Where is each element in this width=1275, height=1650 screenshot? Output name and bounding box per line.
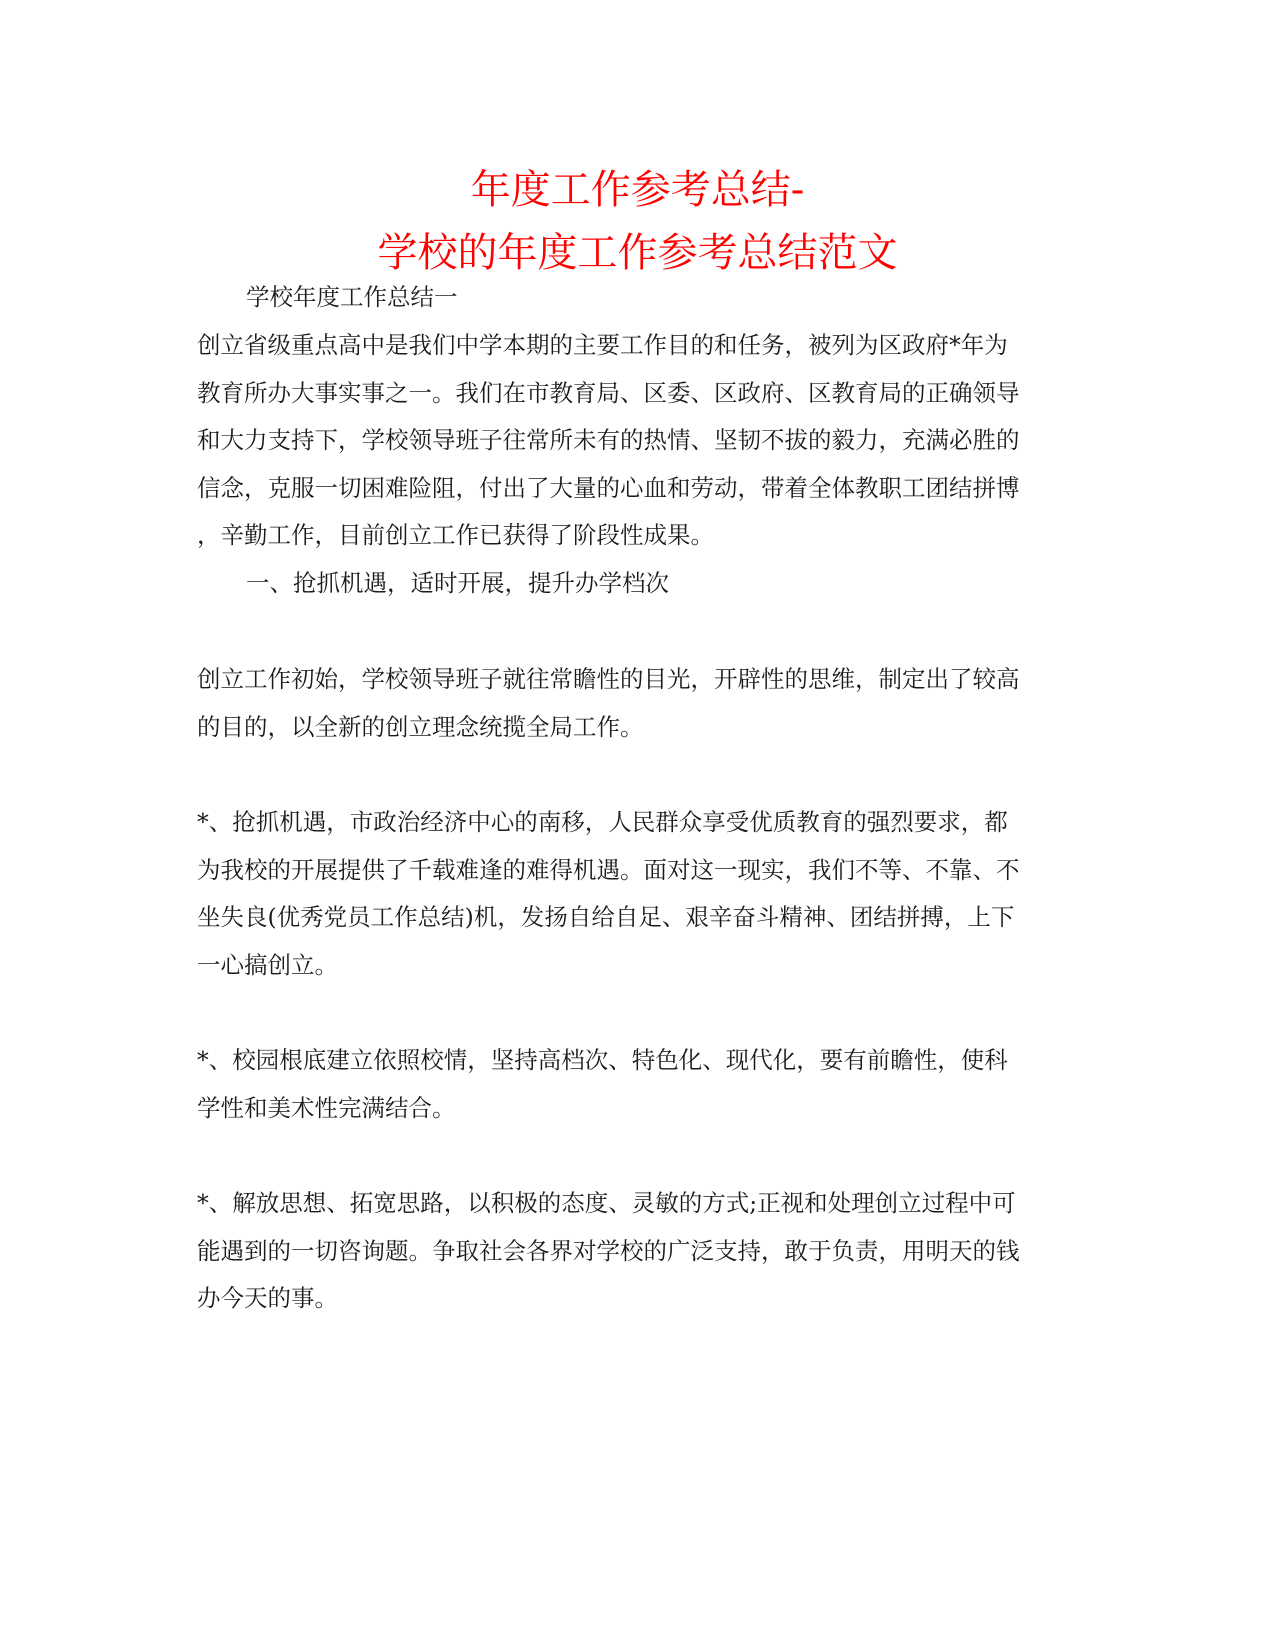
- body-line: 为我校的开展提供了千载难逢的难得机遇。面对这一现实，我们不等、不靠、不: [197, 856, 1020, 884]
- body-line: 能遇到的一切咨询题。争取社会各界对学校的广泛支持，敢于负责，用明天的钱: [197, 1237, 1020, 1265]
- body-line: 坐失良(优秀党员工作总结)机，发扬自给自足、艰辛奋斗精神、团结拼搏，上下: [197, 903, 1015, 931]
- body-line: 创立省级重点高中是我们中学本期的主要工作目的和任务，被列为区政府*年为: [197, 331, 1008, 359]
- body-line: 信念，克服一切困难险阻，付出了大量的心血和劳动，带着全体教职工团结拼博: [197, 474, 1020, 502]
- body-line: 办今天的事。: [197, 1284, 338, 1312]
- body-line: 教育所办大事实事之一。我们在市教育局、区委、区政府、区教育局的正确领导: [197, 379, 1020, 407]
- section-heading: 一、抢抓机遇，适时开展，提升办学档次: [246, 569, 669, 597]
- body-line: *、解放思想、拓宽思路，以积极的态度、灵敏的方式;正视和处理创立过程中可: [197, 1189, 1016, 1217]
- body-line: *、抢抓机遇，市政治经济中心的南移，人民群众享受优质教育的强烈要求，都: [197, 808, 1008, 836]
- body-line: *、校园根底建立依照校情，坚持高档次、特色化、现代化，要有前瞻性，使科: [197, 1046, 1008, 1074]
- document-title-line-1: 年度工作参考总结-: [470, 167, 805, 213]
- body-line: ，辛勤工作，目前创立工作已获得了阶段性成果。: [197, 521, 714, 549]
- body-line: 的目的，以全新的创立理念统揽全局工作。: [197, 713, 644, 741]
- section-heading: 学校年度工作总结一: [246, 283, 458, 311]
- body-line: 一心搞创立。: [197, 951, 338, 979]
- body-line: 创立工作初始，学校领导班子就往常瞻性的目光，开辟性的思维，制定出了较高: [197, 665, 1020, 693]
- body-line: 和大力支持下，学校领导班子往常所未有的热情、坚韧不拔的毅力，充满必胜的: [197, 426, 1020, 454]
- document-title-line-2: 学校的年度工作参考总结范文: [377, 230, 898, 276]
- body-line: 学性和美术性完满结合。: [197, 1094, 456, 1122]
